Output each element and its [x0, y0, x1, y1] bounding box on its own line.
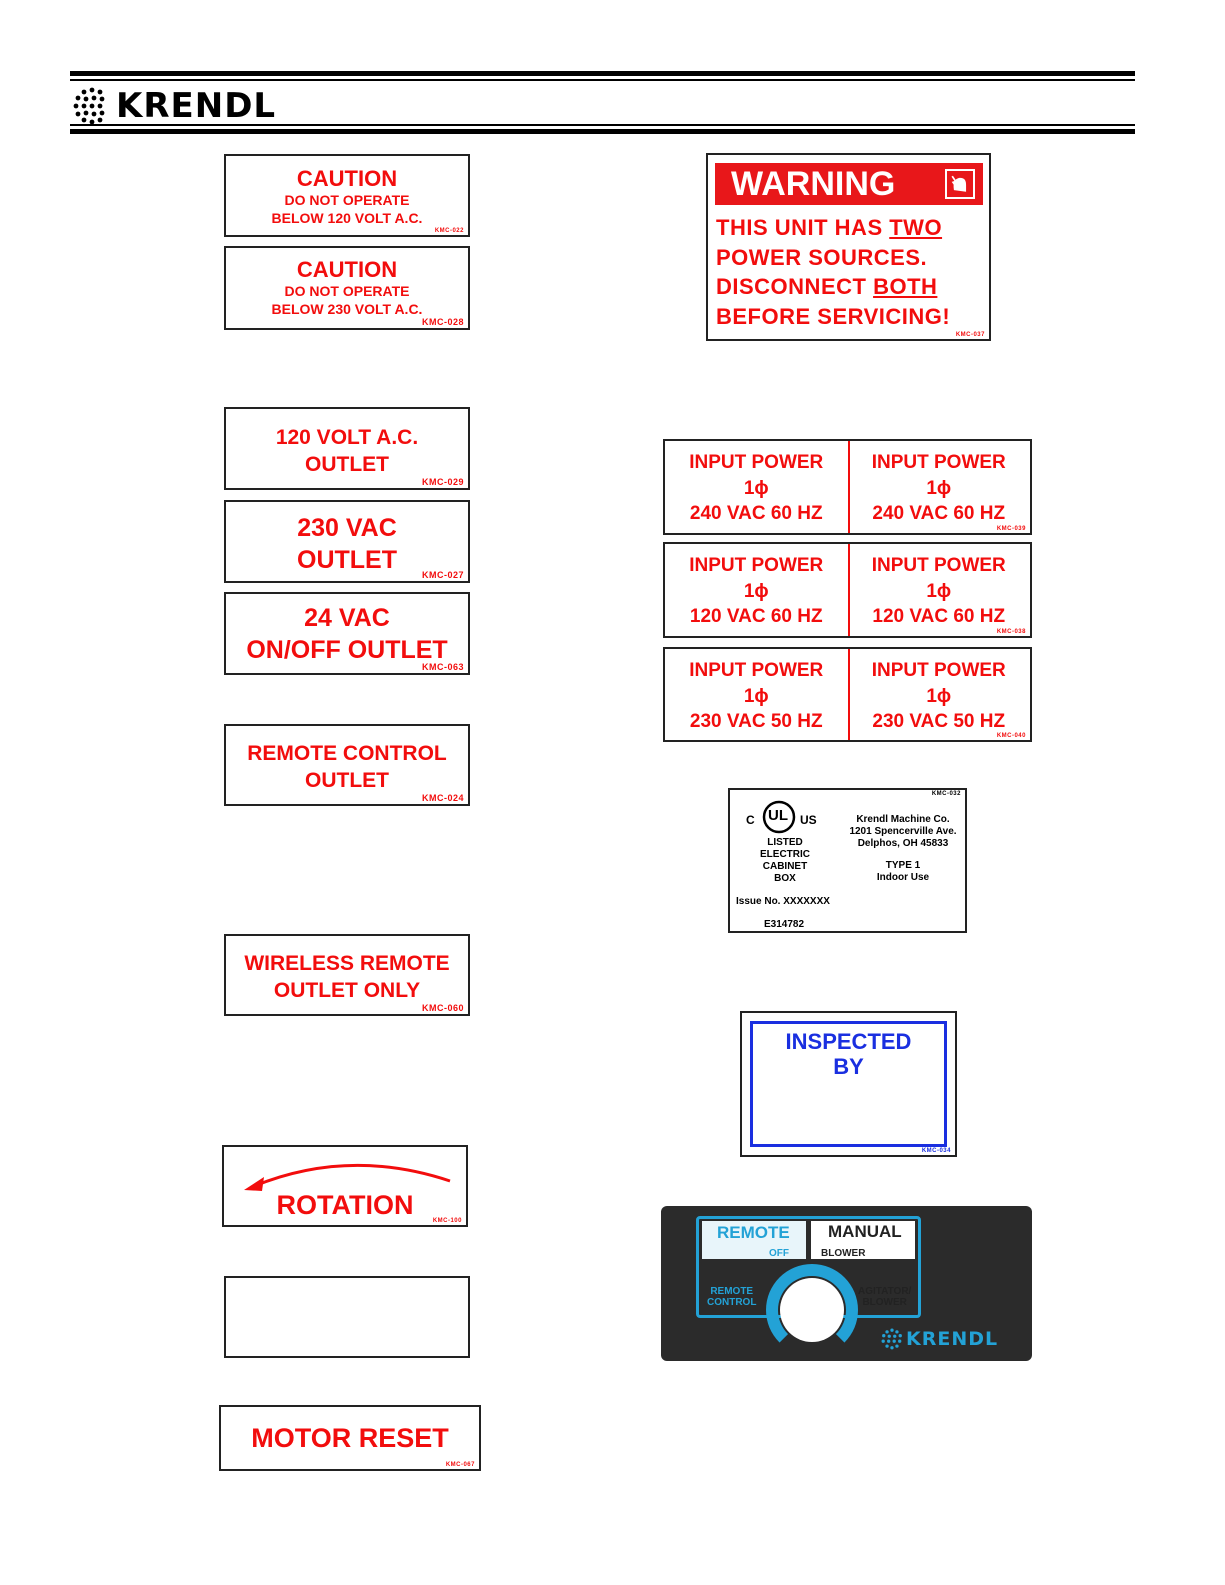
wireless-remote-label [224, 934, 470, 1016]
label-code: KMC-063 [421, 662, 464, 672]
brand-dots-icon [881, 1328, 903, 1350]
ul-mark-text: UL [768, 807, 788, 824]
ul-file-number: E314782 [764, 919, 805, 930]
caution-title: CAUTION [296, 166, 398, 191]
outlet-line1: 120 VOLT A.C. [275, 426, 419, 449]
input-power-rating: 120 VAC 60 HZ [872, 606, 1006, 627]
control-panel-decal [661, 1206, 1032, 1361]
warning-line4: BEFORE SERVICING! [716, 303, 951, 329]
warning-line3-text: DISCONNECT [716, 274, 874, 299]
input-power-cell [665, 649, 848, 740]
ul-listing-label [728, 788, 967, 933]
ul-address1: 1201 Spencerville Ave. [849, 826, 957, 837]
input-power-rating: 240 VAC 60 HZ [872, 503, 1006, 524]
rotation-arrow-icon [238, 1153, 460, 1193]
wireless-line2: OUTLET ONLY [273, 979, 421, 1002]
outlet-120-label [224, 407, 470, 490]
input-power-title: INPUT POWER [871, 660, 1006, 681]
rotation-label [222, 1145, 468, 1227]
label-code: KMC-039 [996, 526, 1026, 532]
ul-box: BOX [774, 873, 796, 884]
caution-line1: DO NOT OPERATE [284, 283, 410, 299]
caution-line2: BELOW 120 VOLT A.C. [271, 210, 423, 226]
selector-knob-hole[interactable] [780, 1278, 844, 1342]
outlet-line1: 24 VAC [304, 604, 390, 632]
warning-line3-emphasis: BOTH [873, 274, 938, 299]
outlet-230-label [224, 500, 470, 583]
inspected-line2: BY [833, 1054, 864, 1079]
label-code: KMC-034 [921, 1148, 951, 1154]
panel-agitator-text [858, 1286, 911, 1308]
rotation-text: ROTATION [276, 1190, 414, 1220]
ul-use: Indoor Use [876, 872, 930, 883]
warning-line1-text: THIS UNIT HAS [716, 215, 890, 240]
inspected-line1: INSPECTED [785, 1029, 912, 1054]
outlet-24-label [224, 592, 470, 675]
remote-outlet-label [224, 724, 470, 806]
ul-type: TYPE 1 [885, 860, 921, 871]
panel-remote-control-text [707, 1286, 756, 1308]
input-power-phase: 1ϕ [926, 580, 952, 602]
ul-listed: LISTED [767, 837, 803, 848]
input-power-230-label [663, 647, 1032, 742]
brand-name: KRENDL [116, 86, 277, 126]
brand-logo [72, 86, 276, 126]
brand-dots-icon [72, 86, 112, 126]
label-code: KMC-100 [432, 1218, 462, 1224]
motor-reset-label [219, 1405, 481, 1471]
input-power-title: INPUT POWER [689, 660, 824, 681]
input-power-cell [848, 649, 1031, 740]
input-power-cell [665, 544, 848, 636]
input-power-phase: 1ϕ [743, 580, 769, 602]
header-rule-top-thin [70, 79, 1135, 81]
warning-line3 [716, 272, 950, 302]
warning-body [716, 213, 950, 331]
outlet-line2: OUTLET [305, 453, 389, 476]
label-code: KMC-028 [421, 317, 464, 327]
input-power-rating: 230 VAC 50 HZ [872, 711, 1006, 732]
warning-header [715, 163, 983, 205]
outlet-line2: OUTLET [297, 546, 397, 574]
panel-agitator-line1: AGITATOR/ [858, 1286, 912, 1297]
outlet-line1: 230 VAC [297, 514, 397, 542]
inspected-by-label [740, 1011, 957, 1157]
remote-line2: OUTLET [305, 769, 389, 792]
panel-remote-text: REMOTE [717, 1223, 790, 1242]
ul-c-mark: C [746, 813, 755, 827]
ul-address2: Delphos, OH 45833 [857, 838, 949, 849]
ul-cabinet: CABINET [762, 861, 808, 872]
ul-electric: ELECTRIC [760, 849, 810, 860]
input-power-phase: 1ϕ [743, 685, 769, 707]
label-code: KMC-067 [445, 1462, 475, 1468]
label-code: KMC-027 [421, 570, 464, 580]
label-code: KMC-040 [996, 733, 1026, 739]
ul-spacer [842, 850, 964, 860]
input-power-title: INPUT POWER [871, 452, 1006, 473]
caution-title: CAUTION [296, 257, 398, 282]
input-power-240-label [663, 439, 1032, 535]
panel-off-text: OFF [769, 1248, 789, 1259]
input-power-rating: 240 VAC 60 HZ [689, 503, 823, 524]
panel-remote-control-line2: CONTROL [707, 1297, 757, 1308]
input-power-title: INPUT POWER [689, 452, 824, 473]
motor-reset-text: MOTOR RESET [251, 1423, 449, 1453]
caution-line2: BELOW 230 VOLT A.C. [271, 301, 423, 317]
label-code: KMC-037 [955, 332, 985, 338]
input-power-cell [665, 441, 848, 533]
ul-company: Krendl Machine Co. [856, 814, 950, 825]
input-power-title: INPUT POWER [871, 555, 1006, 576]
warning-line2: POWER SOURCES. [716, 244, 928, 270]
remote-line1: REMOTE CONTROL [247, 742, 447, 765]
warning-title: WARNING [731, 165, 896, 203]
blank-label [224, 1276, 470, 1358]
outlet-line2: ON/OFF OUTLET [246, 636, 448, 664]
label-code: KMC-029 [421, 477, 464, 487]
shock-hazard-icon [945, 169, 975, 199]
panel-manual-text: MANUAL [828, 1222, 902, 1241]
caution-line1: DO NOT OPERATE [284, 192, 410, 208]
input-power-rating: 230 VAC 50 HZ [689, 711, 823, 732]
input-power-phase: 1ϕ [926, 477, 952, 499]
ul-us-mark: US [800, 813, 817, 827]
input-power-phase: 1ϕ [743, 477, 769, 499]
header-rule-bottom-thick [70, 129, 1135, 134]
label-code: KMC-038 [996, 629, 1026, 635]
input-power-title: INPUT POWER [689, 555, 824, 576]
ul-company-block [842, 814, 964, 884]
input-power-phase: 1ϕ [926, 685, 952, 707]
ul-description [740, 837, 830, 885]
label-code: KMC-024 [421, 793, 464, 803]
warning-line1-emphasis: TWO [889, 215, 943, 240]
input-power-cell [848, 441, 1031, 533]
wireless-line1: WIRELESS REMOTE [244, 952, 450, 975]
header-rule-top-thick [70, 71, 1135, 76]
ul-issue-number: Issue No. XXXXXXX [736, 896, 830, 907]
warning-line1 [716, 213, 950, 243]
label-code: KMC-022 [434, 228, 464, 234]
label-code: KMC-032 [931, 791, 961, 797]
panel-logo [881, 1328, 998, 1350]
panel-agitator-line2: BLOWER [862, 1297, 907, 1308]
label-code: KMC-060 [421, 1003, 464, 1013]
input-power-rating: 120 VAC 60 HZ [689, 606, 823, 627]
warning-label [706, 153, 991, 341]
caution-120-label [224, 154, 470, 237]
caution-230-label [224, 246, 470, 330]
input-power-cell [848, 544, 1031, 636]
panel-blower-text: BLOWER [821, 1248, 866, 1259]
input-power-120-label [663, 542, 1032, 638]
panel-remote-control-line1: REMOTE [710, 1286, 754, 1297]
panel-brand-name: KRENDL [906, 1328, 999, 1350]
